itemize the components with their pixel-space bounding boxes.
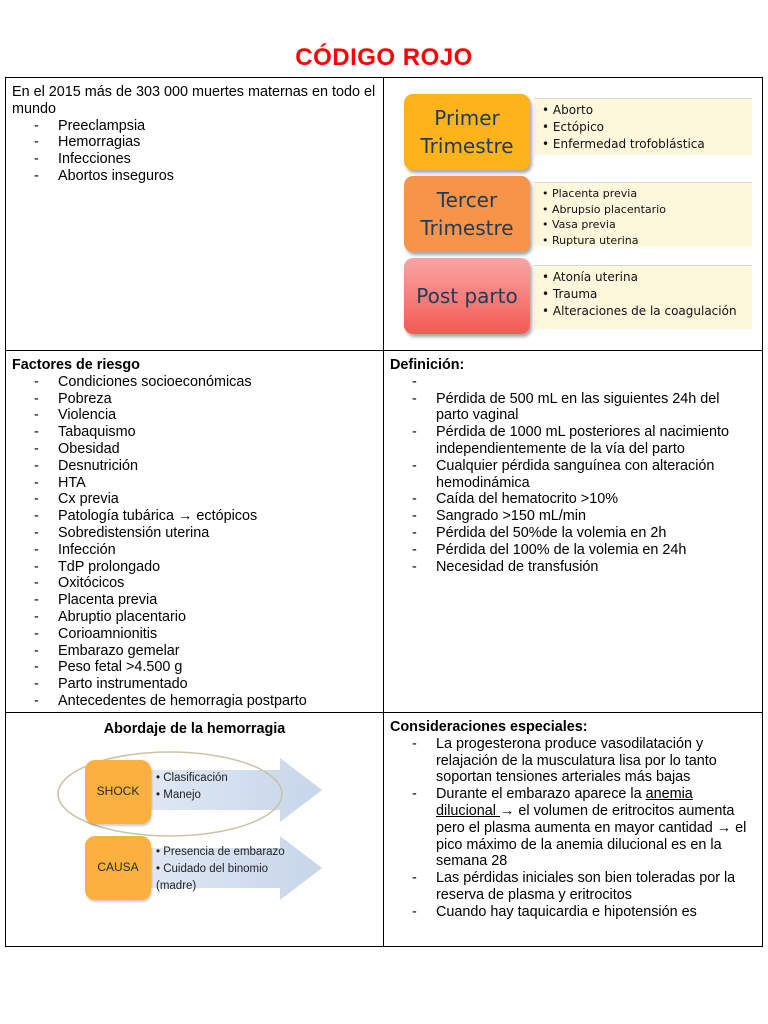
list-item: - Cualquier pérdida sanguínea con alteración hemodinámica: [412, 458, 756, 492]
list-item: • Enfermedad trofoblástica: [542, 136, 752, 153]
approach-cell: [6, 713, 384, 947]
cause-text: [156, 844, 306, 895]
intro-list: [12, 118, 377, 185]
list-item: - Abruptio placentario: [34, 609, 377, 626]
list-item: • Atonía uterina: [542, 269, 752, 286]
list-item: - Sobredistensión uterina: [34, 525, 377, 542]
list-item: - Caída del hematocrito >10%: [412, 491, 756, 508]
definition-heading: Definición:: [390, 357, 465, 373]
list-item: - Pérdida del 50%de la volemia en 2h: [412, 525, 756, 542]
list-item: • Cuidado del binomio (madre): [156, 861, 306, 895]
list-item: • Manejo: [156, 787, 228, 804]
trimester-block-2: Tercer Trimestre: [404, 176, 530, 252]
special-cell: [384, 713, 763, 947]
list-item: - Pérdida de 1000 mL posteriores al nacimiento independientemente de la vía del parto: [412, 424, 756, 458]
risk-list: [12, 374, 377, 710]
list-item: - Preeclampsia: [34, 118, 377, 135]
list-item: - Hemorragias: [34, 134, 377, 151]
trimester-block-1: Primer Trimestre: [404, 94, 530, 170]
list-item: • Abrupsio placentario: [542, 202, 752, 218]
list-item: - HTA: [34, 475, 377, 492]
list-item: - Pérdida de 500 mL en las siguientes 24h del parto vaginal: [412, 391, 756, 425]
intro-text: En el 2015 más de 303 000 muertes maternas en todo el mundo: [12, 84, 376, 117]
list-item: • Aborto: [542, 102, 752, 119]
risk-cell: [6, 351, 384, 713]
list-item: • Ruptura uterina: [542, 233, 752, 249]
item-text: Durante el embarazo aparece la: [436, 786, 646, 803]
anemia-dilucional-link[interactable]: anemia dilucional: [436, 786, 693, 819]
approach-diagram: [12, 738, 377, 938]
trimester-panel-1: [534, 98, 752, 155]
special-heading: Consideraciones especiales:: [390, 719, 588, 735]
list-item: - Oxitócicos: [34, 575, 377, 592]
list-item: • Presencia de embarazo: [156, 844, 306, 861]
list-item: - Cx previa: [34, 491, 377, 508]
special-list: [390, 736, 756, 921]
risk-heading: Factores de riesgo: [12, 357, 140, 373]
list-item: - Infección: [34, 542, 377, 559]
list-item: - Violencia: [34, 407, 377, 424]
approach-arrows: [12, 738, 382, 938]
shock-text: [156, 770, 228, 804]
item-text: → el volumen de eritrocitos aumenta pero el plasma aumenta en mayor cantidad → el pico máximo de la anemia dilucional es en la semana 28: [436, 802, 747, 870]
list-item: - Sangrado >150 mL/min: [412, 508, 756, 525]
list-item: - Parto instrumentado: [34, 676, 377, 693]
trimester-panel-2: [534, 182, 752, 246]
list-item: - Peso fetal >4.500 g: [34, 659, 377, 676]
intro-cell: [6, 78, 384, 351]
list-item: [412, 374, 756, 391]
definition-list: [390, 374, 756, 576]
list-item: - Patología tubárica → ectópicos: [34, 508, 377, 525]
list-item: - La progesterona produce vasodilatación y relajación de la musculatura lisa por lo tanto soportan tensiones arteriales más bajas: [412, 736, 756, 786]
list-item: • Vasa previa: [542, 217, 752, 233]
list-item: - Antecedentes de hemorragia postparto: [34, 693, 377, 710]
list-item: - Las pérdidas iniciales son bien toleradas por la reserva de plasma y eritrocitos: [412, 870, 756, 904]
list-item: - Cuando hay taquicardia e hipotensión es: [412, 904, 756, 921]
list-item: [412, 786, 756, 870]
list-item: - TdP prolongado: [34, 559, 377, 576]
approach-heading: Abordaje de la hemorragia: [103, 721, 286, 737]
list-item: - Desnutrición: [34, 458, 377, 475]
list-item: - Pobreza: [34, 391, 377, 408]
list-item: - Necesidad de transfusión: [412, 559, 756, 576]
list-item: • Alteraciones de la coagulación: [542, 303, 752, 320]
list-item: - Abortos inseguros: [34, 168, 377, 185]
trimester-cell: [384, 78, 763, 351]
list-item: - Pérdida del 100% de la volemia en 24h: [412, 542, 756, 559]
cause-box: CAUSA: [85, 836, 151, 900]
list-item: - Obesidad: [34, 441, 377, 458]
trimester-diagram: [384, 78, 762, 348]
list-item: - Condiciones socioeconómicas: [34, 374, 377, 391]
shock-box: SHOCK: [85, 760, 151, 824]
list-item: - Embarazo gemelar: [34, 643, 377, 660]
page-title: CÓDIGO ROJO: [295, 44, 473, 71]
list-item: - Placenta previa: [34, 592, 377, 609]
list-item: • Ectópico: [542, 119, 752, 136]
list-item: - Tabaquismo: [34, 424, 377, 441]
list-item: • Placenta previa: [542, 186, 752, 202]
list-item: - Infecciones: [34, 151, 377, 168]
list-item: • Trauma: [542, 286, 752, 303]
list-item: • Clasificación: [156, 770, 228, 787]
content-table: [5, 77, 763, 947]
list-item: - Corioamnionitis: [34, 626, 377, 643]
trimester-panel-3: [534, 265, 752, 329]
definition-cell: [384, 351, 763, 713]
trimester-block-3: Post parto: [404, 258, 530, 334]
